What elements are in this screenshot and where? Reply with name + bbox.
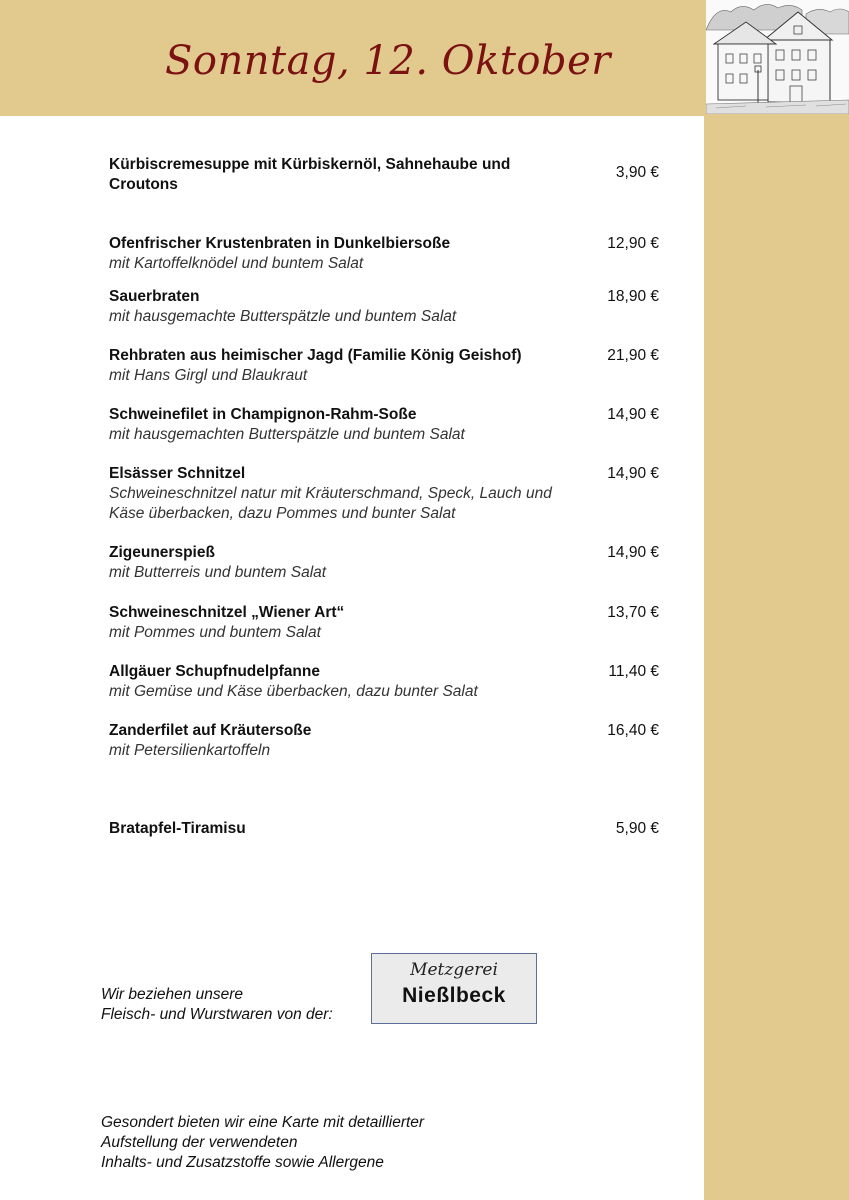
dish-name: Schweinefilet in Champignon-Rahm-Soße bbox=[109, 406, 417, 423]
allergen-note bbox=[101, 1113, 424, 1173]
dish-name: Sauerbraten bbox=[109, 288, 200, 305]
dish-name: Allgäuer Schupfnudelpfanne bbox=[109, 663, 320, 680]
dish-name: Zigeunerspieß bbox=[109, 544, 215, 561]
supplier-logo-name: Nießlbeck bbox=[402, 984, 506, 1007]
dish-price: 18,90 € bbox=[607, 288, 659, 305]
dish-description: mit Kartoffelknödel und buntem Salat bbox=[109, 255, 364, 272]
dish-description: mit Butterreis und buntem Salat bbox=[109, 564, 327, 581]
dish-description: mit Gemüse und Käse überbacken, dazu bunter Salat bbox=[109, 683, 478, 700]
menu-item bbox=[109, 346, 659, 386]
dish-price: 16,40 € bbox=[607, 722, 659, 739]
supplier-logo-box bbox=[371, 953, 537, 1024]
dish-description: Schweineschnitzel natur mit Kräuterschmand, Speck, Lauch und Käse überbacken, dazu Pommes und bunter Salat bbox=[109, 485, 552, 522]
dish-description: mit hausgemachten Butterspätzle und buntem Salat bbox=[109, 426, 465, 443]
dish-description: mit Petersilienkartoffeln bbox=[109, 742, 271, 759]
page-title: Sonntag, 12. Oktober bbox=[165, 38, 611, 84]
supplier-note bbox=[101, 985, 333, 1025]
menu-item bbox=[109, 234, 659, 274]
dish-description: mit Hans Girgl und Blaukraut bbox=[109, 367, 308, 384]
menu-item bbox=[109, 662, 659, 702]
dish-price: 11,40 € bbox=[608, 663, 659, 680]
dish-description: mit Pommes und buntem Salat bbox=[109, 624, 321, 641]
dish-name: Zanderfilet auf Kräutersoße bbox=[109, 722, 312, 739]
building-sketch-image bbox=[706, 0, 849, 114]
dish-price: 12,90 € bbox=[607, 235, 659, 252]
dish-price: 14,90 € bbox=[607, 465, 659, 482]
dish-price: 13,70 € bbox=[607, 604, 659, 621]
menu-item bbox=[109, 155, 659, 195]
dish-name: Ofenfrischer Krustenbraten in Dunkelbiersoße bbox=[109, 235, 451, 252]
dish-name: Elsässer Schnitzel bbox=[109, 465, 246, 482]
menu-item bbox=[109, 287, 659, 327]
side-band bbox=[704, 116, 849, 1200]
allergen-note-line: Inhalts- und Zusatzstoffe sowie Allergene bbox=[101, 1154, 384, 1171]
dish-name: Bratapfel-Tiramisu bbox=[109, 820, 246, 837]
dish-price: 21,90 € bbox=[607, 347, 659, 364]
menu-item bbox=[109, 819, 659, 839]
dish-description: mit hausgemachte Butterspätzle und buntem Salat bbox=[109, 308, 457, 325]
supplier-note-line: Wir beziehen unsere bbox=[101, 986, 244, 1003]
supplier-logo-small: Metzgerei bbox=[410, 960, 498, 980]
menu-item bbox=[109, 405, 659, 445]
dish-price: 3,90 € bbox=[615, 164, 659, 181]
supplier-note-line: Fleisch- und Wurstwaren von der: bbox=[101, 1006, 333, 1023]
dish-name: Schweineschnitzel „Wiener Art“ bbox=[109, 604, 345, 621]
allergen-note-line: Aufstellung der verwendeten bbox=[101, 1134, 298, 1151]
dish-price: 5,90 € bbox=[615, 820, 659, 837]
menu-item bbox=[109, 721, 659, 761]
dish-price: 14,90 € bbox=[607, 406, 659, 423]
menu-item bbox=[109, 603, 659, 643]
dish-name: Rehbraten aus heimischer Jagd (Familie König Geishof) bbox=[109, 347, 522, 364]
allergen-note-line: Gesondert bieten wir eine Karte mit detaillierter bbox=[101, 1114, 425, 1131]
menu-item bbox=[109, 543, 659, 583]
dish-name: Kürbiscremesuppe mit Kürbiskernöl, Sahnehaube und Croutons bbox=[109, 156, 511, 193]
dish-price: 14,90 € bbox=[607, 544, 659, 561]
menu-item bbox=[109, 464, 659, 524]
